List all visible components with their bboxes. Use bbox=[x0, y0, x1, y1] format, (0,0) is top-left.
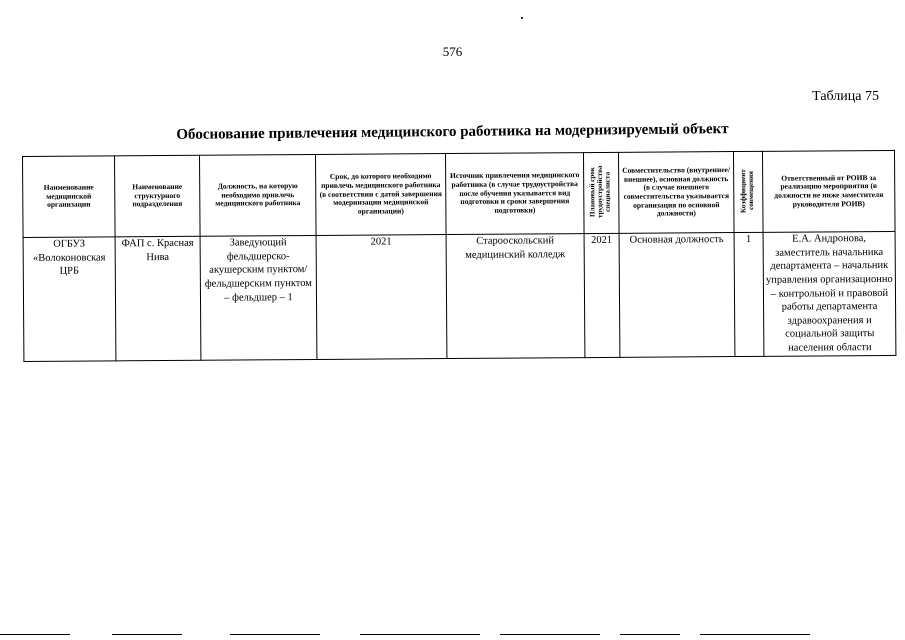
header-organization: Наименование медицинской организации bbox=[23, 156, 116, 238]
header-planned-year-text: Плановый срок трудоустройства специалиста bbox=[588, 165, 613, 218]
header-responsible: Ответственный от РОИВ за реализацию мероприятия (в должности не ниже заместителя руководителя РОИВ) bbox=[762, 150, 895, 232]
cell-planned-year: 2021 bbox=[584, 233, 620, 357]
table-row bbox=[23, 231, 896, 361]
header-planned-year bbox=[583, 152, 619, 233]
header-coefficient-text: Коэффициент совмещения bbox=[739, 168, 756, 213]
cell-deadline: 2021 bbox=[316, 235, 447, 360]
header-combination: Совместительство (внутреннее/ внешнее), основная должность (в случае внешнего совместительства указывается организация по основной должности) bbox=[618, 152, 734, 234]
table-label: Таблица 75 bbox=[812, 89, 879, 104]
justification-table bbox=[22, 150, 896, 362]
scan-speck bbox=[521, 17, 523, 19]
cell-coefficient: 1 bbox=[734, 232, 764, 356]
header-coefficient bbox=[733, 151, 763, 232]
scan-bottom-marks bbox=[0, 634, 905, 636]
cell-source: Старооскольский медицинский колледж bbox=[446, 234, 585, 359]
cell-unit: ФАП с. Красная Нива bbox=[115, 236, 201, 360]
header-deadline: Срок, до которого необходимо привлечь медицинского работника (в соответствии с датой завершения модернизации медицинской организации) bbox=[315, 154, 446, 236]
header-unit: Наименование структурного подразделения bbox=[115, 155, 201, 237]
cell-position: Заведующий фельдшерско-акушерским пунктом/фельдшерским пунктом – фельдшер – 1 bbox=[200, 235, 317, 360]
header-source: Источник привлечения медицинского работника (в случае трудоустройства после обучения указывается вид подготовки и сроки завершения подготовки) bbox=[445, 153, 584, 235]
page-number: 576 bbox=[442, 44, 463, 59]
header-row bbox=[23, 150, 896, 237]
document-title: Обоснование привлечения медицинского работника на модернизируемый объект bbox=[176, 121, 729, 143]
cell-combination: Основная должность bbox=[619, 233, 735, 358]
table-container bbox=[22, 150, 895, 362]
cell-organization: ОГБУЗ «Волоконовская ЦРБ bbox=[23, 237, 116, 361]
cell-responsible: Е.А. Андронова, заместитель начальника департамента – начальник управления организационно – контрольной и правовой работы департамента здравоохранения и социальной защиты населения области bbox=[763, 231, 896, 356]
header-position: Должность, на которую необходимо привлечь медицинского работника bbox=[199, 154, 316, 236]
